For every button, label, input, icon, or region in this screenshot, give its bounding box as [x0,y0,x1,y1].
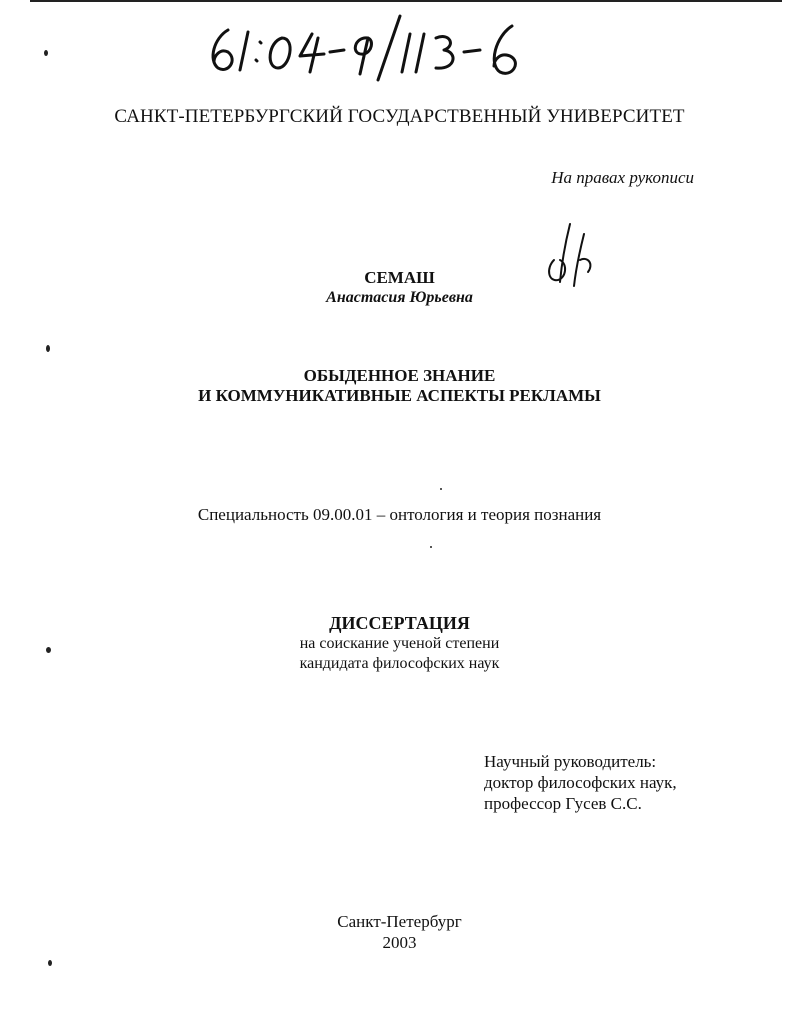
purpose-line-2: кандидата философских наук [299,655,500,672]
scan-speck [44,50,48,56]
university-name: САНКТ-ПЕТЕРБУРГСКИЙ ГОСУДАРСТВЕННЫЙ УНИВЕРСИТЕТ [114,106,685,127]
place-and-year [0,911,799,953]
title-line-2: И КОММУНИКАТИВНЫЕ АСПЕКТЫ РЕКЛАМЫ [198,386,601,405]
advisor-name: профессор Гусев С.С. [484,794,642,813]
advisor-label: Научный руководитель: [484,752,657,771]
purpose-line-1: на соискание ученой степени [299,635,500,652]
author-given-names: Анастасия Юрьевна [326,289,473,306]
scan-speck [46,345,50,352]
scan-speck [48,960,52,966]
dissertation-title [0,366,799,406]
title-line-1: ОБЫДЕННОЕ ЗНАНИЕ [303,366,496,385]
scan-speck [430,546,432,548]
degree-purpose [0,634,799,674]
top-rule [30,0,782,2]
city: Санкт-Петербург [337,912,462,931]
year: 2003 [382,933,417,952]
specialty-line: Специальность 09.00.01 – онтология и теория познания [197,505,602,524]
advisor-degree: доктор философских наук, [484,773,677,792]
author-surname: СЕМАШ [364,268,435,287]
scan-speck [46,647,51,653]
scientific-advisor-block [484,751,677,814]
handwritten-archive-number [200,8,540,88]
document-type: ДИССЕРТАЦИЯ [329,613,470,633]
scan-speck [440,488,442,490]
manuscript-rights-note: На правах рукописи [551,168,694,187]
